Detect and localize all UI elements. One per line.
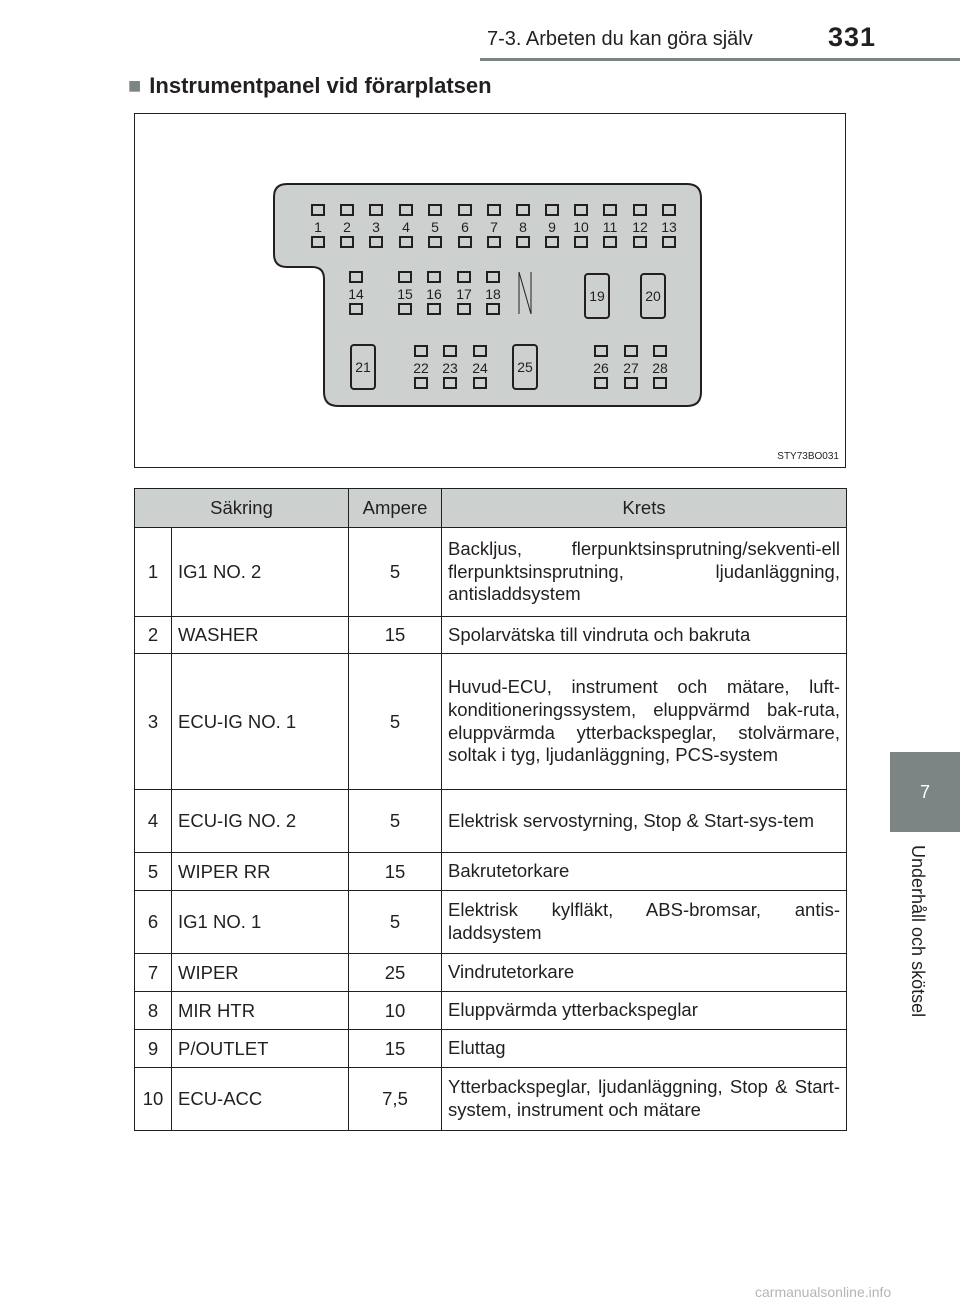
fuse-name: IG1 NO. 2 (172, 528, 349, 617)
fuse-number: 2 (135, 617, 172, 654)
fuse-label: 19 (589, 288, 605, 304)
fuse-label: 16 (426, 286, 442, 302)
figure-code: STY73BO031 (777, 451, 839, 462)
table-row (135, 954, 847, 992)
header-fuse: Säkring (135, 489, 349, 528)
fuse-label: 18 (485, 286, 501, 302)
fuse-label: 1 (314, 219, 322, 235)
table-row (135, 992, 847, 1030)
fuse-name: P/OUTLET (172, 1030, 349, 1068)
table-row (135, 853, 847, 891)
fuse-label: 7 (490, 219, 498, 235)
watermark: carmanualsonline.info (755, 1284, 892, 1300)
fuse-number: 6 (135, 891, 172, 954)
section-heading-text: Instrumentpanel vid förarplatsen (149, 73, 492, 98)
header-circuit: Krets (442, 489, 847, 528)
fuse-label: 14 (348, 286, 364, 302)
fuse-label: 4 (402, 219, 410, 235)
fuse-circuit: Eluttag (442, 1030, 847, 1068)
fuse-circuit: Backljus, flerpunktsinsprutning/sekventi-ell flerpunktsinsprutning, ljudanläggning, antisladdsystem (442, 528, 847, 617)
fuse-number: 3 (135, 654, 172, 790)
fuse-label: 28 (652, 360, 668, 376)
fuse-ampere: 15 (349, 853, 442, 891)
fuse-number: 1 (135, 528, 172, 617)
header-title: 7-3. Arbeten du kan göra själv (487, 28, 753, 50)
fuse-label: 26 (593, 360, 609, 376)
fuse-label: 25 (517, 359, 533, 375)
fuse-name: IG1 NO. 1 (172, 891, 349, 954)
fuse-circuit: Huvud-ECU, instrument och mätare, luft-konditioneringssystem, eluppvärmd bak-ruta, eluppvärmda ytterbackspeglar, stolvärmare, soltak i tyg, ljudanläggning, PCS-system (442, 654, 847, 790)
fuse-circuit: Eluppvärmda ytterbackspeglar (442, 992, 847, 1030)
fuse-ampere: 15 (349, 1030, 442, 1068)
table-row (135, 654, 847, 790)
fuse-table (134, 488, 847, 1131)
fuse-name: ECU-ACC (172, 1068, 349, 1131)
fuse-label: 5 (431, 219, 439, 235)
fuse-number: 8 (135, 992, 172, 1030)
fuse-label: 22 (413, 360, 429, 376)
fuse-label: 9 (548, 219, 556, 235)
fuse-ampere: 10 (349, 992, 442, 1030)
fuse-label: 17 (456, 286, 472, 302)
fuse-name: MIR HTR (172, 992, 349, 1030)
fuse-label: 8 (519, 219, 527, 235)
table-row (135, 528, 847, 617)
fuse-number: 5 (135, 853, 172, 891)
fuse-circuit: Ytterbackspeglar, ljudanläggning, Stop & Start-system, instrument och mätare (442, 1068, 847, 1131)
fuse-label: 12 (632, 219, 648, 235)
fuse-label: 23 (442, 360, 458, 376)
table-header-row (135, 489, 847, 528)
table-row (135, 790, 847, 853)
table-row (135, 891, 847, 954)
fuse-name: ECU-IG NO. 2 (172, 790, 349, 853)
fuse-name: ECU-IG NO. 1 (172, 654, 349, 790)
table-row (135, 617, 847, 654)
chapter-tab: 7 (890, 752, 960, 832)
fuse-ampere: 5 (349, 528, 442, 617)
header-ampere: Ampere (349, 489, 442, 528)
fuse-label: 6 (461, 219, 469, 235)
chapter-label: Underhåll och skötsel (908, 845, 928, 1018)
fuse-label: 15 (397, 286, 413, 302)
page-number: 331 (828, 22, 877, 52)
fuse-name: WIPER RR (172, 853, 349, 891)
fuse-box-diagram (134, 113, 846, 468)
fuse-label: 10 (573, 219, 589, 235)
fuse-label: 13 (661, 219, 677, 235)
fuse-label: 3 (372, 219, 380, 235)
fuse-name: WASHER (172, 617, 349, 654)
fuse-ampere: 5 (349, 654, 442, 790)
fuse-label: 21 (355, 359, 371, 375)
fuse-ampere: 15 (349, 617, 442, 654)
fuse-label: 27 (623, 360, 639, 376)
fuse-number: 10 (135, 1068, 172, 1131)
fuse-circuit: Vindrutetorkare (442, 954, 847, 992)
fuse-circuit: Elektrisk kylfläkt, ABS-bromsar, antis-laddsystem (442, 891, 847, 954)
table-row (135, 1068, 847, 1131)
fuse-label: 2 (343, 219, 351, 235)
fuse-ampere: 5 (349, 790, 442, 853)
fuse-ampere: 25 (349, 954, 442, 992)
fuse-label: 11 (602, 219, 618, 235)
header-rule (480, 58, 960, 61)
square-bullet-icon: ■ (128, 73, 142, 98)
fuse-circuit: Bakrutetorkare (442, 853, 847, 891)
section-heading (128, 73, 492, 99)
fuse-label: 24 (472, 360, 488, 376)
fuse-ampere: 5 (349, 891, 442, 954)
fuse-number: 9 (135, 1030, 172, 1068)
fuse-circuit: Spolarvätska till vindruta och bakruta (442, 617, 847, 654)
fuse-circuit: Elektrisk servostyrning, Stop & Start-sys-tem (442, 790, 847, 853)
table-row (135, 1030, 847, 1068)
fuse-box-illustration (135, 114, 845, 467)
fuse-ampere: 7,5 (349, 1068, 442, 1131)
fuse-number: 4 (135, 790, 172, 853)
fuse-label: 20 (645, 288, 661, 304)
fuse-number: 7 (135, 954, 172, 992)
fuse-name: WIPER (172, 954, 349, 992)
